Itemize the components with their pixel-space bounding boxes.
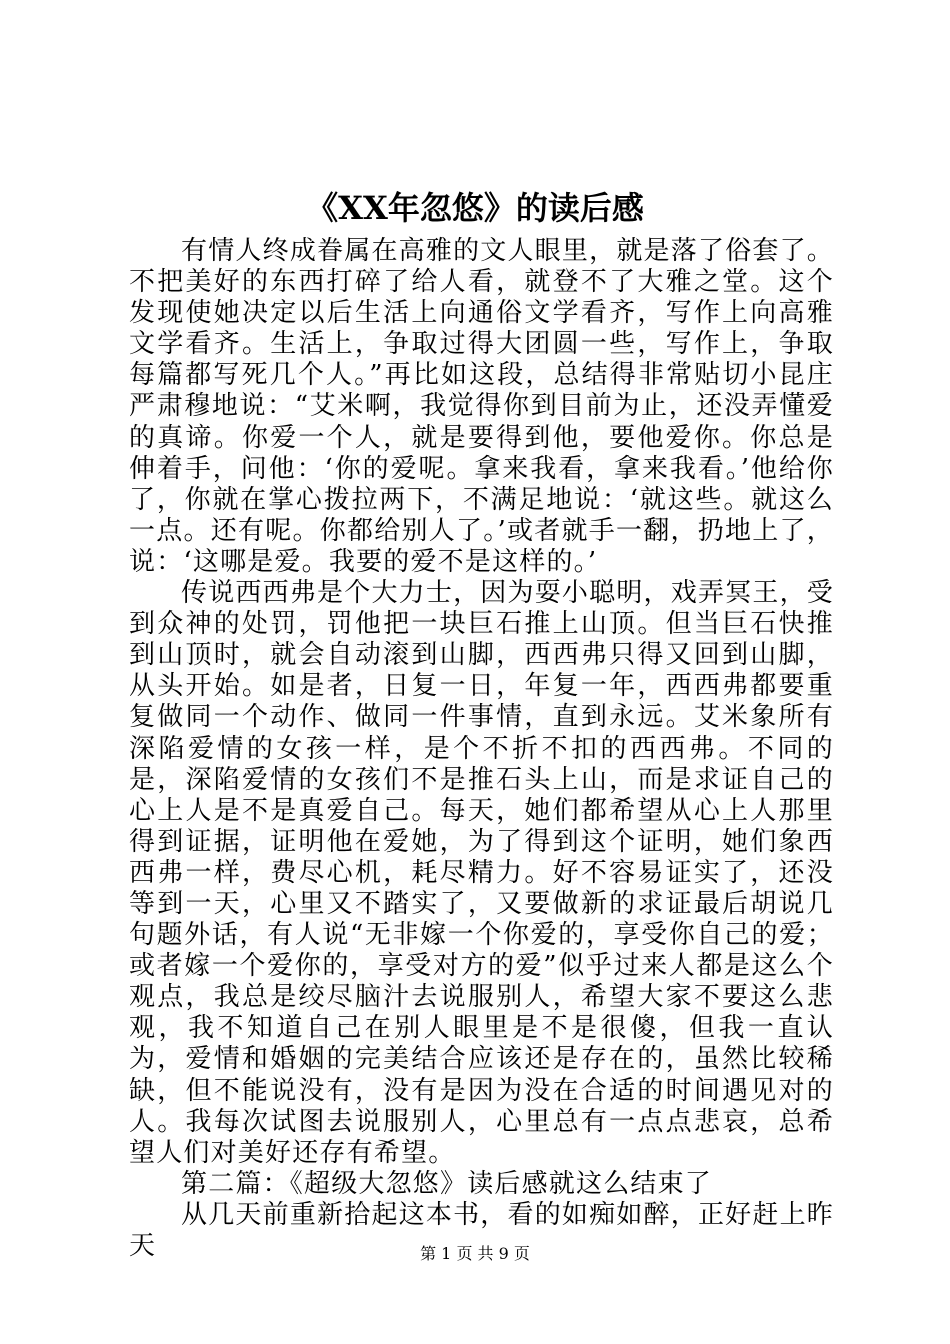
document-body bbox=[129, 236, 834, 1262]
document-title: 《XX年忽悠》的读后感 bbox=[306, 189, 644, 227]
page-footer: 第 1 页 共 9 页 bbox=[420, 1244, 530, 1263]
paragraph: 第二篇：《超级大忽悠》读后感就这么结束了 bbox=[181, 1168, 713, 1199]
paragraph: 有情人终成眷属在高雅的文人眼里，就是落了俗套了。不把美好的东西打碎了给人看，就登不了大雅之堂。这个发现使她决定以后生活上向通俗文学看齐，写作上向高雅文学看齐。生活上，争取过得大团圆一些，写作上，争取每篇都写死几个人。”再比如这段，总结得非常贴切小昆庄严肃穆地说：“艾米啊，我觉得你到目前为止，还没弄懂爱的真谛。你爱一个人，就是要得到他，要他爱你。你总是伸着手，问他：‘你的爱呢。拿来我看，拿来我看。’他给你了，你就在掌心拨拉两下，不满足地说：‘就这些。就这么一点。还有呢。你都给别人了。’或者就手一翻，扔地上了，说：‘这哪是爱。我要的爱不是这样的。’ bbox=[129, 236, 834, 577]
paragraph: 从几天前重新拾起这本书，看的如痴如醉，正好赶上昨天 bbox=[129, 1199, 834, 1261]
paragraph: 传说西西弗是个大力士，因为耍小聪明，戏弄冥王，受到众神的处罚，罚他把一块巨石推上山顶。但当巨石快推到山顶时，就会自动滚到山脚，西西弗只得又回到山脚，从头开始。如是者，日复一日，年复一年，西西弗都要重复做同一个动作、做同一件事情，直到永远。艾米象所有深陷爱情的女孩一样，是个不折不扣的西西弗。不同的是，深陷爱情的女孩们不是推石头上山，而是求证自己的心上人是不是真爱自己。每天，她们都希望从心上人那里得到证据，证明他在爱她，为了得到这个证明，她们象西西弗一样，费尽心机，耗尽精力。好不容易证实了，还没等到一天，心里又不踏实了，又要做新的求证最后胡说几句题外话，有人说“无非嫁一个你爱的，享受你自己的爱；或者嫁一个爱你的，享受对方的爱”似乎过来人都是这么个观点，我总是绞尽脑汁去说服别人，希望大家不要这么悲观，我不知道自己在别人眼里是不是很傻，但我一直认为，爱情和婚姻的完美结合应该还是存在的，虽然比较稀缺，但不能说没有，没有是因为没在合适的时间遇见对的人。我每次试图去说服别人，心里总有一点点悲哀，总希望人们对美好还存有希望。 bbox=[129, 578, 834, 1168]
